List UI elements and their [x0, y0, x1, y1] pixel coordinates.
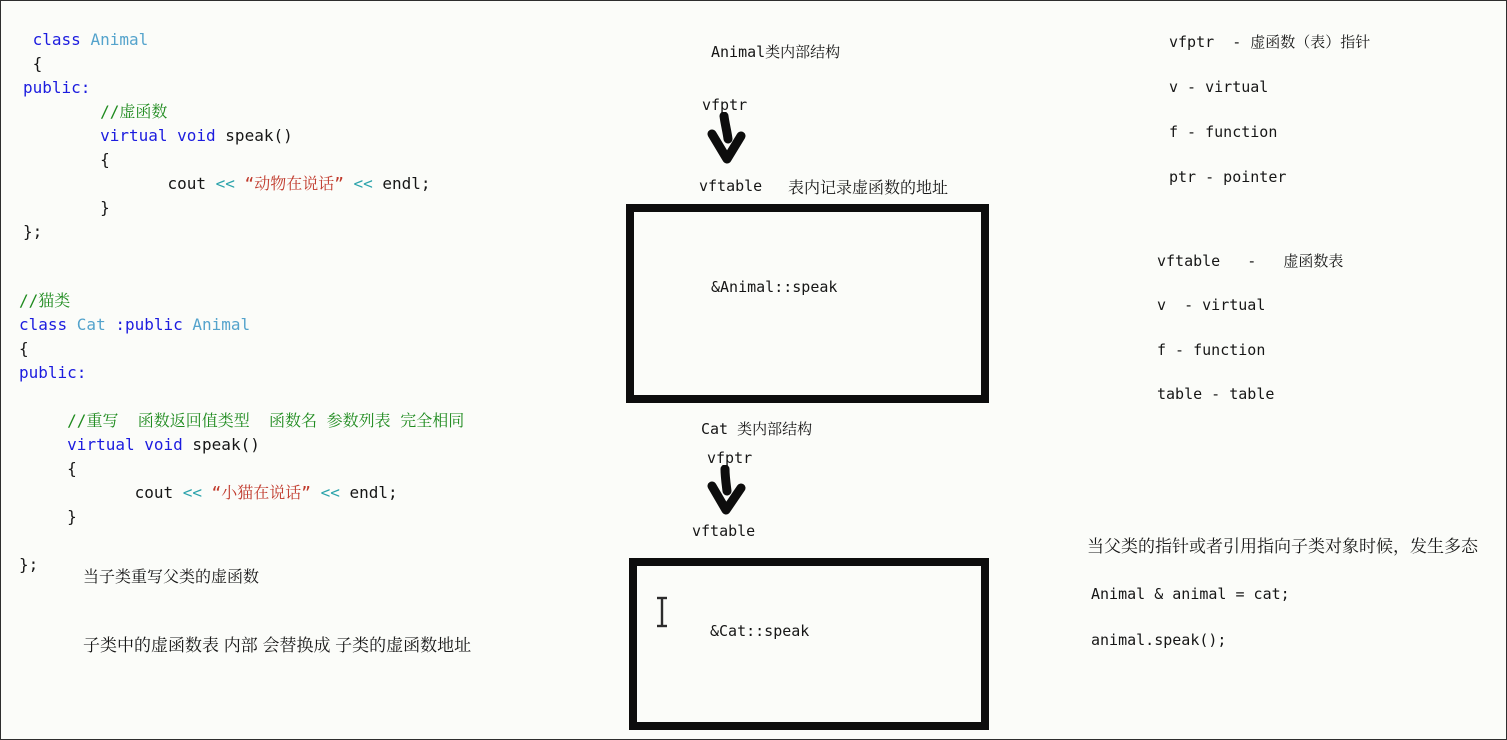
animal-vftable-label: vftable	[699, 177, 763, 195]
code-line	[23, 220, 431, 244]
code-token: }	[23, 198, 110, 217]
text-cursor-icon	[654, 596, 670, 628]
code-line	[19, 289, 464, 313]
code-token: <<	[215, 174, 245, 193]
code-token: virtual void	[100, 126, 226, 145]
cat-vftable-entry: &Cat::speak	[710, 622, 810, 640]
code-line	[23, 52, 431, 76]
code-token	[23, 126, 100, 145]
code-token: Animal	[90, 30, 149, 49]
code-token: {	[19, 459, 77, 478]
legend-vftable-table: table - table	[1157, 385, 1275, 403]
code-token: endl;	[349, 483, 398, 502]
animal-vfptr-label: vfptr	[702, 96, 748, 114]
code-line	[23, 76, 431, 100]
polymorphism-code-1: Animal & animal = cat;	[1091, 585, 1290, 603]
code-line	[19, 361, 464, 385]
code-token: virtual void	[67, 435, 193, 454]
code-line	[23, 148, 431, 172]
legend-vfptr-f: f - function	[1169, 123, 1278, 141]
code-token: {	[23, 54, 43, 73]
down-arrow-icon	[706, 465, 748, 515]
code-token: <<	[353, 174, 383, 193]
code-line	[19, 433, 464, 457]
code-token	[19, 411, 67, 430]
code-token: Animal	[192, 315, 251, 334]
code-line	[19, 313, 464, 337]
legend-vftable: vftable - 虚函数表	[1157, 252, 1344, 270]
note-override-rule: 当子类重写父类的虚函数	[83, 569, 260, 586]
animal-vftable-entry: &Animal::speak	[711, 278, 838, 296]
code-token: speak()	[192, 435, 260, 454]
code-line	[19, 481, 464, 505]
code-token: cout	[167, 174, 216, 193]
code-line	[19, 457, 464, 481]
code-token: cout	[134, 483, 183, 502]
code-token: “动物在说话”	[244, 174, 354, 193]
legend-vfptr: vfptr - 虚函数（表）指针	[1169, 33, 1371, 51]
code-line	[23, 172, 431, 196]
animal-class-code	[23, 28, 431, 244]
code-line	[19, 505, 464, 529]
cat-vfptr-label: vfptr	[707, 449, 753, 467]
code-token: speak()	[225, 126, 293, 145]
cat-class-closing-brace: };	[19, 555, 39, 574]
cat-class-code	[19, 289, 464, 529]
code-token: }	[19, 507, 77, 526]
animal-vftable-box	[626, 204, 989, 403]
code-token	[23, 174, 168, 193]
code-token	[19, 435, 67, 454]
code-token: //猫类	[19, 291, 71, 310]
code-line	[19, 385, 464, 409]
code-token	[23, 102, 100, 121]
note-vftable-replace: 子类中的虚函数表 内部 会替换成 子类的虚函数地址	[83, 636, 472, 655]
code-token	[23, 30, 33, 49]
code-token: class	[32, 30, 91, 49]
polymorphism-note: 当父类的指针或者引用指向子类对象时候，发生多态	[1087, 537, 1478, 556]
cat-vftable-box	[629, 558, 989, 730]
legend-vfptr-ptr: ptr - pointer	[1169, 168, 1287, 186]
code-token: public:	[19, 363, 87, 382]
code-token: endl;	[382, 174, 431, 193]
animal-vftable-note: 表内记录虚函数的地址	[788, 180, 949, 197]
code-line	[19, 337, 464, 361]
code-token: Cat	[76, 315, 116, 334]
code-token: public:	[23, 78, 91, 97]
down-arrow-icon	[705, 112, 747, 164]
code-token: :public	[115, 315, 193, 334]
cat-vftable-label: vftable	[692, 522, 756, 540]
legend-vfptr-v: v - virtual	[1169, 78, 1269, 96]
code-token	[19, 483, 135, 502]
polymorphism-code-2: animal.speak();	[1091, 631, 1227, 649]
cat-diagram-title: Cat 类内部结构	[701, 420, 813, 438]
code-token: class	[19, 315, 77, 334]
code-line	[19, 409, 464, 433]
code-line	[23, 196, 431, 220]
code-token: //虚函数	[100, 102, 168, 121]
code-line	[23, 124, 431, 148]
code-token: //重写 函数返回值类型 函数名 参数列表 完全相同	[67, 411, 465, 430]
legend-vftable-v: v - virtual	[1157, 296, 1266, 314]
code-token: <<	[182, 483, 212, 502]
animal-diagram-title: Animal类内部结构	[711, 43, 841, 61]
code-line	[23, 28, 431, 52]
code-token: <<	[320, 483, 350, 502]
code-token: “小猫在说话”	[211, 483, 321, 502]
code-line	[23, 100, 431, 124]
code-token: };	[23, 222, 43, 241]
code-token: {	[23, 150, 110, 169]
legend-vftable-f: f - function	[1157, 341, 1266, 359]
code-token: {	[19, 339, 29, 358]
